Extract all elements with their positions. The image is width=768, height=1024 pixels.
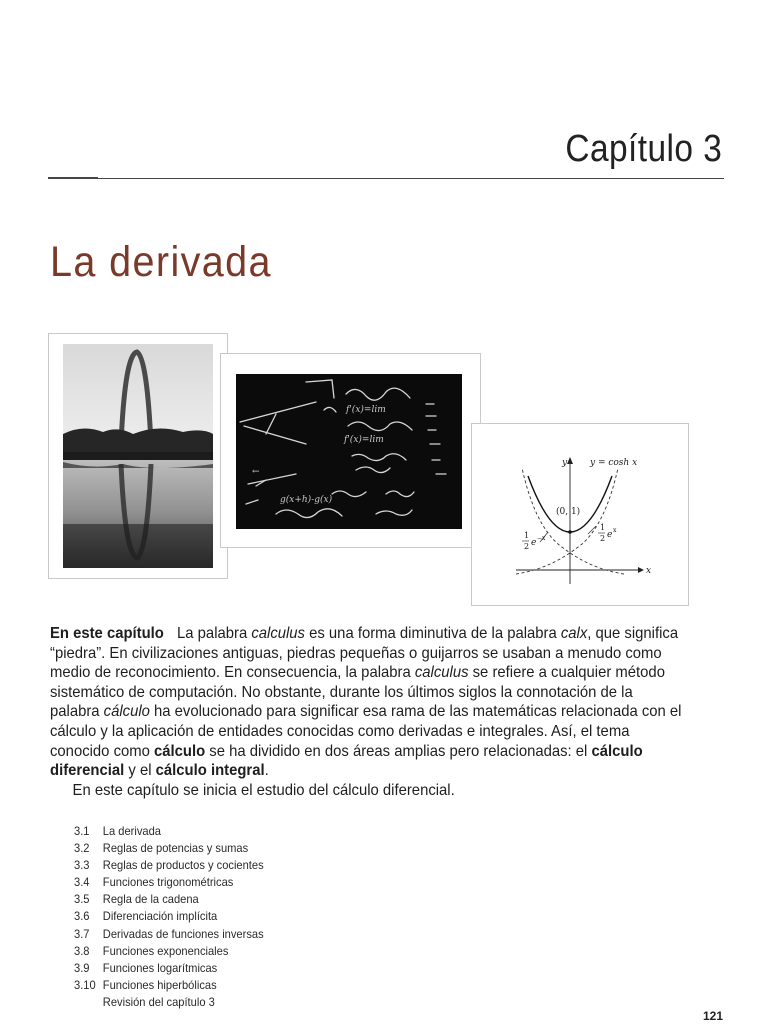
section-number: 3.7 [74,927,90,941]
section-item [74,823,458,840]
section-title: Reglas de productos y cocientes [102,859,264,873]
intro-paragraph-2: En este capítulo se inicia el estudio del cálculo diferencial. [72,781,455,799]
graph-x-axis-label: x [646,566,652,576]
graph-left-coef: 1 [524,531,530,540]
graph-curve-label: y = cosh x [590,458,638,468]
section-title: Regla de la cadena [102,893,199,907]
graph-right-sup: x [613,527,617,534]
section-title: Funciones hiperbólicas [102,978,217,992]
section-item [74,874,458,891]
section-title: La derivada [102,825,161,838]
section-title: Reglas de potencias y sumas [102,842,249,856]
intro-text: ha evolucionado para significar esa rama de las matemáticas relacionada con el cálculo y la aplicación de entidades conocidas como derivadas e integrales. Así, el tema conocido como [50,703,682,760]
section-number: 3.5 [74,893,90,907]
intro-bold: cálculo [154,742,206,760]
section-item [74,908,458,925]
svg-text:f'(x)=lim: f'(x)=lim [346,405,386,415]
graph-right-exp: e [607,530,613,540]
arch-photo [63,344,213,568]
intro-italic: cálculo [103,703,150,721]
intro-bold: cálculo diferencial [50,742,643,780]
intro-paragraph-1 [50,624,682,781]
intro-italic: calculus [414,664,469,682]
chalkboard-photo-frame [220,353,481,548]
section-item [74,943,458,960]
intro-bold: cálculo integral [155,762,265,780]
intro-text: . [264,762,269,780]
cosh-graph [472,424,688,605]
section-title: Funciones trigonométricas [102,876,234,890]
intro-text: , que significa “piedra”. En civilizaciones antiguas, piedras pequeñas o guijarros se usaban a menudo como medio de reconocimiento. En consecuencia, la palabra [50,625,679,682]
section-number: 3.6 [74,910,90,924]
section-item [74,891,458,908]
section-item [74,840,458,857]
section-number: 3.2 [74,842,90,856]
svg-text:←: ← [252,467,260,477]
graph-right-coef: 1 [600,523,606,532]
page-number: 121 [702,1009,723,1023]
intro-text: es una forma diminutiva de la palabra [304,625,561,642]
section-number: 3.8 [74,944,90,958]
chapter-label: Capítulo 3 [565,128,722,170]
section-title: Derivadas de funciones inversas [102,927,264,941]
intro-lead: En este capítulo [50,625,164,642]
chapter-divider [48,178,724,179]
chapter-title: La derivada [50,238,272,286]
section-title: Revisión del capítulo 3 [102,995,215,1009]
cosh-graph-frame [471,423,689,606]
svg-text:f'(x)=lim: f'(x)=lim [344,435,384,445]
arch-photo-frame [48,333,228,579]
section-number: 3.10 [74,978,96,992]
section-item [74,960,458,977]
section-item [74,926,458,943]
intro-italic: calculus [251,625,305,642]
graph-left-exp: e [531,538,537,548]
section-number: 3.4 [74,876,90,890]
graph-right-den: 2 [600,534,606,543]
intro-text: y el [124,762,156,780]
intro-text: La palabra [177,625,252,642]
section-number: 3.9 [74,961,90,975]
graph-left-den: 2 [524,542,530,551]
section-title: Funciones exponenciales [102,944,229,958]
svg-text:g(x+h)-g(x): g(x+h)-g(x) [280,495,333,505]
section-title: Diferenciación implícita [102,910,218,924]
section-item [74,977,458,994]
section-number [74,994,103,1011]
intro-text: se refiere a cualquier método sistemático de computación. No obstante, durante los últimos siglos la connotación de la palabra [50,664,665,721]
chapter-intro [50,624,682,800]
graph-y-axis-label: y [562,458,568,468]
intro-italic: calx [560,625,588,642]
graph-left-sup: −x [537,535,546,542]
section-item [74,857,458,874]
intro-text: se ha dividido en dos áreas amplias pero relacionadas: el [205,742,592,760]
section-title: Funciones logarítmicas [102,961,218,975]
graph-point-label: (0, 1) [556,507,581,517]
section-number: 3.3 [74,859,90,873]
chalkboard-photo [236,374,462,529]
section-list [74,823,458,1011]
section-item [74,994,458,1011]
section-number: 3.1 [74,825,90,838]
